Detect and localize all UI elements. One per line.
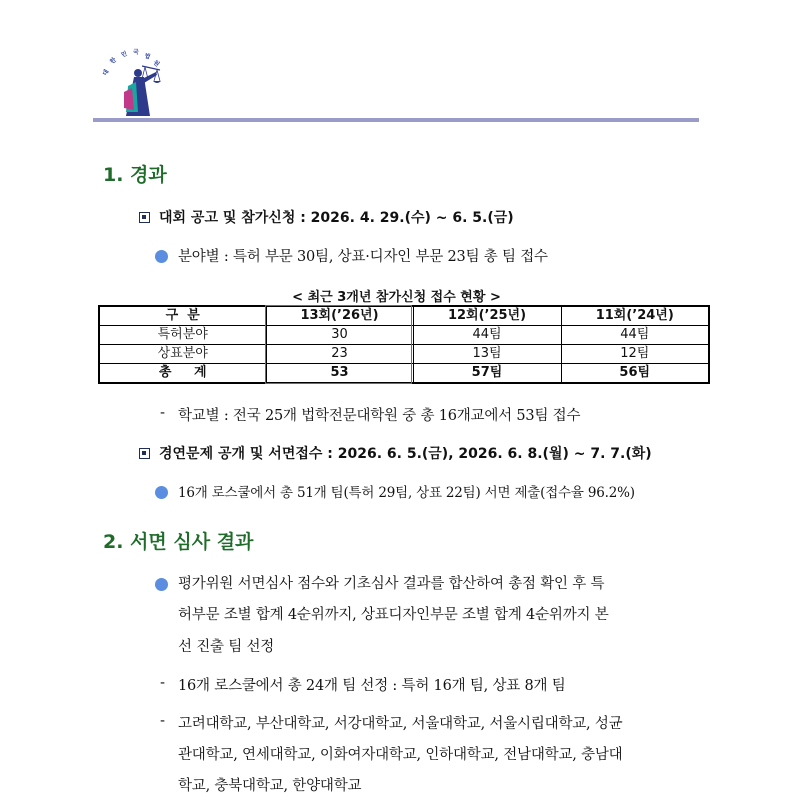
svg-text:원: 원 bbox=[151, 59, 161, 69]
table-cell: 23 bbox=[266, 345, 413, 364]
table-header-cell: 11회(’24년) bbox=[561, 306, 709, 326]
table-cell: 44팀 bbox=[413, 326, 561, 345]
svg-text:국: 국 bbox=[133, 49, 139, 56]
school-list-line: 고려대학교, 부산대학교, 서강대학교, 서울대학교, 서울시립대학교, 성균 bbox=[178, 716, 623, 732]
registration-table bbox=[98, 305, 710, 384]
dash-icon: - bbox=[160, 713, 166, 729]
svg-text:대: 대 bbox=[101, 68, 111, 77]
table-cell: 44팀 bbox=[561, 326, 709, 345]
table-cell: 총 계 bbox=[99, 364, 266, 384]
table-row bbox=[99, 326, 709, 345]
square-bullet-icon bbox=[139, 448, 150, 459]
section-1-title: 1. 경과 bbox=[103, 164, 167, 186]
table-row bbox=[99, 345, 709, 364]
circle-bullet-icon bbox=[155, 250, 168, 263]
item-2-heading bbox=[139, 443, 652, 463]
table-cell: 13팀 bbox=[413, 345, 561, 364]
section-2-title: 2. 서면 심사 결과 bbox=[103, 531, 254, 553]
table-header-cell: 12회(’25년) bbox=[413, 306, 561, 326]
table-cell: 12팀 bbox=[561, 345, 709, 364]
table-header-row bbox=[99, 306, 709, 326]
svg-text:민: 민 bbox=[120, 50, 129, 59]
item-1-bullet: 분야별 : 특허 부문 30팀, 상표·디자인 부문 23팀 총 팀 접수 bbox=[178, 249, 548, 265]
table-header-cell: 13회(’26년) bbox=[266, 306, 413, 326]
table-cell: 53 bbox=[266, 364, 413, 384]
section-2-dash-1: 16개 로스쿨에서 총 24개 팀 선정 : 특허 16개 팀, 상표 8개 팀 bbox=[178, 678, 566, 694]
dash-icon: - bbox=[160, 675, 166, 691]
svg-text:한: 한 bbox=[108, 56, 118, 66]
section-2-bullet-line: 선 진출 팀 선정 bbox=[178, 639, 275, 655]
table-cell: 57팀 bbox=[413, 364, 561, 384]
circle-bullet-icon bbox=[155, 486, 168, 499]
item-1-dash: 학교별 : 전국 25개 법학전문대학원 중 총 16개교에서 53팀 접수 bbox=[178, 408, 581, 424]
item-1-heading bbox=[139, 207, 514, 227]
section-2-bullet-line: 허부문 조별 합계 4순위까지, 상표디자인부문 조별 합계 4순위까지 본 bbox=[178, 607, 609, 623]
dash-icon: - bbox=[160, 405, 166, 421]
item-1-heading-text: 대회 공고 및 참가신청 : 2026. 4. 29.(수) ~ 6. 5.(금) bbox=[159, 210, 514, 226]
table-header-cell: 구 분 bbox=[99, 306, 266, 326]
table-cell: 상표분야 bbox=[99, 345, 266, 364]
table-cell: 56팀 bbox=[561, 364, 709, 384]
table-total-row bbox=[99, 364, 709, 384]
court-logo-icon bbox=[98, 46, 178, 122]
school-list-line: 학교, 충북대학교, 한양대학교 bbox=[178, 778, 362, 794]
table-caption: < 최근 3개년 참가신청 접수 현황 > bbox=[292, 290, 501, 305]
circle-bullet-icon bbox=[155, 578, 168, 591]
item-2-bullet: 16개 로스쿨에서 총 51개 팀(특허 29팀, 상표 22팀) 서면 제출(접수율 96.2%) bbox=[178, 485, 635, 501]
square-bullet-icon bbox=[139, 212, 150, 223]
table-cell: 특허분야 bbox=[99, 326, 266, 345]
school-list-line: 관대학교, 연세대학교, 이화여자대학교, 인하대학교, 전남대학교, 충남대 bbox=[178, 747, 623, 763]
item-2-heading-text: 경연문제 공개 및 서면접수 : 2026. 6. 5.(금), 2026. 6. 8.(월) ~ 7. 7.(화) bbox=[159, 446, 652, 462]
section-2-bullet-line: 평가위원 서면심사 점수와 기초심사 결과를 합산하여 총점 확인 후 특 bbox=[178, 576, 605, 592]
table-cell: 30 bbox=[266, 326, 413, 345]
svg-text:법: 법 bbox=[143, 52, 152, 61]
header-rule bbox=[93, 118, 699, 122]
